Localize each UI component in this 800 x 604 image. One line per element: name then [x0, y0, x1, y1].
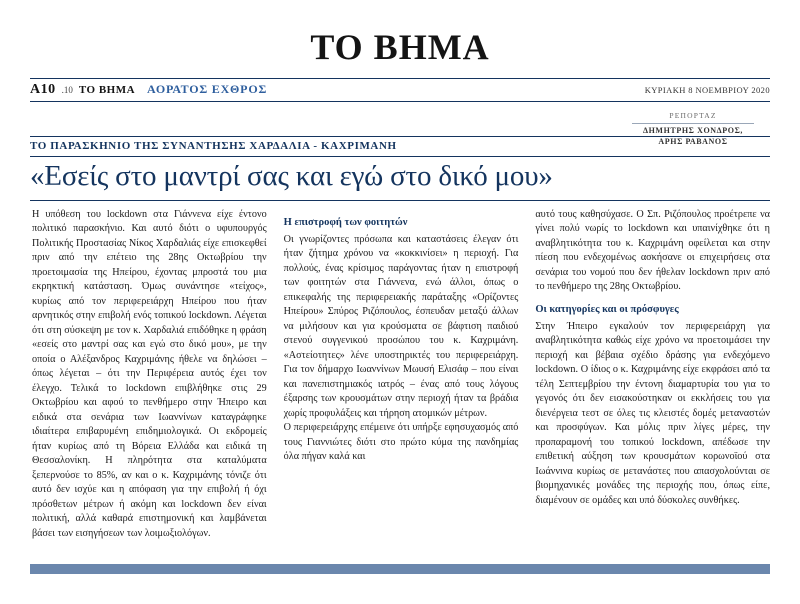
- folio-left-group: [30, 82, 267, 98]
- paragraph: αυτό τους καθησύχασε. Ο Σπ. Ριζόπουλος προέτρεπε να γίνει πολύ νωρίς το lockdown και υπαινίχθηκε ότι η αναβλητικότητα του κ. Καχριμάνη οφείλεται και στην πίεση που ενδεχομένως ασκήσανε οι επιχειρήσεις στα σενάρια του νομού που δεν ήθελαν lockdown πριν από το πενθήμερο της 28ης Οκτωβρίου.: [535, 209, 771, 293]
- byline-block: [618, 111, 768, 148]
- masthead-title: ΤΟ ΒΗΜΑ: [310, 27, 490, 67]
- paragraph: Η υπόθεση του lockdown στα Γιάννενα είχε έντονο πολιτικό παρασκήνιο. Και αυτό διότι ο υφυπουργός Πολιτικής Προστασίας Νίκος Χαρδαλιάς είχε επισκεφθεί πριν από την επέτειο της 28ης Οκτωβρίου την προετοιμασία της Ηπείρου, έχοντας μπροστά του μια εκρηκτική κατάσταση. Όμως συνάντησε «τείχος», κυρίως από τον περιφερειάρχη Ηπείρου που ήταν αρνητικός στην επιβολή ενός τοπικού lockdown. Λέγεται ότι στη σύσκεψη με τον κ. Χαρδαλιά επιδόθηκε η φράση «εσείς στο μαντρί σας και εγώ στο δικό μου», με την οποία ο Αλέξανδρος Καχριμάνης ήθελε να δηλώσει – όπως λέγεται – ότι την Περιφέρεια αυτός έχει τον έλεγχο. Τελικά το lockdown επιβλήθηκε στις 29 Οκτωβρίου και αφού το πενθήμερο στην Ήπειρο και ειδικά στα σενάρια των Ιωαννίνων καταγράφηκε ιδιαίτερα επιβαρυμένη επιδημιολογικά. Οι εκδρομείς ήταν κυρίως από τη Βόρεια Ελλάδα και ειδικά τη Θεσσαλονίκη. Η πληρότητα στα καταλύματα ξεπερνούσε το 85%, αν και ο κ. Καχριμάνης τόνιζε ότι αυτό δεν ισχύε και η απόφαση για την επιβολή ή όχι πρόσθετων μέτρων ή ακόμη και lockdown δεν είναι πολιτική, αλλά καθαρά επιστημονική και λαμβάνεται βάσει των εισηγήσεων των λοιμωξιολόγων.: [32, 209, 267, 539]
- kicker-rule-top: [30, 136, 770, 137]
- page-sheet: [14, 8, 786, 596]
- page-title: «Εσείς στο μαντρί σας και εγώ στο δικό μου»: [30, 160, 553, 192]
- page-number: A10: [30, 82, 56, 97]
- byline-author-1: ΔΗΜΗΤΡΗΣ ΧΟΝΔΡΟΣ,: [642, 126, 744, 136]
- paragraph: Στην Ήπειρο εγκαλούν τον περιφερειάρχη για αναβλητικότητα καθώς είχε χρόνο να προετοιμάσει την περιοχή και βέβαια σχέδιο δράσης για ενδεχόμενο lockdown. Ο ίδιος ο κ. Καχριμάνης είχε εκφράσει από τα τέλη Σεπτεμβρίου την έντονη διαμαρτυρία του για το γεγονός ότι δεν εισακούστηκαν οι εκκλήσεις του για διενέργεια τεστ σε όλες τις κλειστές δομές μεταναστών και προσφύγων. Και μόλις πριν λίγες μέρες, την προπαραμονή του τοπικού lockdown, απέδωσε την επιθετική αύξηση των κρουσμάτων κορωνοϊού στα Ιωάννινα κυρίως σε μετανάστες που απασχολούνται σε βιομηχανικές μονάδες της περιοχής που, όπως είπε, διαμένουν σε ομάδες και υπό δύσκολες συνθήκες.: [535, 320, 771, 506]
- kicker-rule-bottom: [30, 156, 770, 157]
- folio-bar: [30, 82, 770, 102]
- section-name: ΑΟΡΑΤΟΣ ΕΧΘΡΟΣ: [147, 82, 268, 96]
- article-column-3: [535, 208, 770, 541]
- issue-date: ΚΥΡΙΑΚΗ 8 ΝΟΕΜΒΡΙΟΥ 2020: [644, 85, 770, 95]
- article-body: [32, 208, 770, 541]
- page-number-sub: .10: [61, 85, 73, 95]
- masthead: [14, 8, 786, 68]
- paragraph: Οι γνωρίζοντες πρόσωπα και καταστάσεις έλεγαν ότι ήταν ζήτημα χρόνου να «κοκκινίσει» η περιοχή. Για πολλούς, ένας κρίσιμος παράγοντας ήταν η επιστροφή των φοιτητών στα Γιάννενα, ενώ άλλοι, όπως ο επικεφαλής της περιφερειακής παράταξης «Ορίζοντες Ηπείρου» Σπύρος Ριζόπουλος, έσπευδαν μεταξύ άλλων να μιλήσουν και για κρούσματα σε βάφτιση παιδιού στενού συγγενικού προσώπου του κ. Καχριμάνη. «Αστείοτητες» λένε υποστηρικτές του περιφερειάρχη. Για τον δήμαρχο Ιωαννίνων Μωυσή Ελισάφ – που είναι και πανεπιστημιακός ιατρός – ένας από τους λόγους έξαρσης των κρουσμάτων στην περιοχή ήταν τα βράδια χωρίς προφυλάξεις και τήρηση ατομικών μέτρων.: [283, 234, 519, 419]
- folio-rule-top: [30, 78, 770, 79]
- byline-author-2: ΑΡΗΣ ΡΑΒΑΝΟΣ: [658, 136, 728, 146]
- subheading: Οι κατηγορίες και οι πρόσφυγες: [535, 303, 679, 315]
- article-kicker: ΤΟ ΠΑΡΑΣΚΗΝΙΟ ΤΗΣ ΣΥΝΑΝΤΗΣΗΣ ΧΑΡΔΑΛΙΑ - ΚΑΧΡΙΜΑΝΗ: [30, 140, 397, 152]
- headline-rule: [30, 200, 770, 201]
- byline-divider: [632, 123, 754, 124]
- subheading: Η επιστροφή των φοιτητών: [283, 217, 408, 228]
- byline-label: ΡΕΠΟΡΤΑΖ: [669, 111, 717, 120]
- folio-rule-bottom: [30, 101, 770, 102]
- article-column-2: [284, 208, 519, 541]
- footer-band: [30, 564, 770, 574]
- paragraph: Ο περιφερειάρχης επέμεινε ότι υπήρξε εφησυχασμός από τους Γιαννιώτες διότι στο πρώτο κύμα της πανδημίας όλα πήγαν καλά και: [283, 422, 519, 463]
- paper-name: ΤΟ ΒΗΜΑ: [78, 84, 136, 96]
- article-column-1: [32, 208, 267, 541]
